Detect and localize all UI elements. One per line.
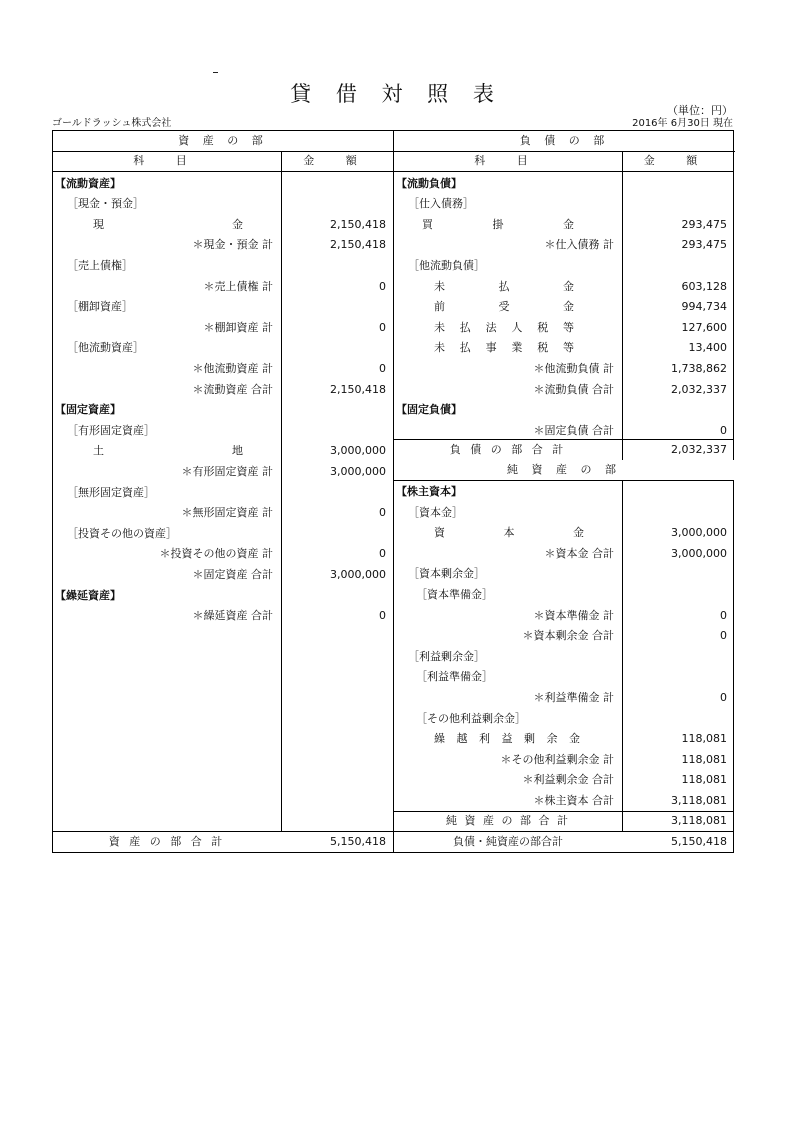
row-amount: 3,118,081 xyxy=(671,794,727,807)
table-row xyxy=(394,256,734,276)
assets-column xyxy=(53,131,394,852)
row-label: ［有形固定資産］ xyxy=(67,423,155,437)
table-row xyxy=(53,174,393,194)
table-row xyxy=(53,462,393,482)
row-label: ＊仕入債務 計 xyxy=(544,238,614,252)
label-char: 剰 xyxy=(524,732,535,746)
label-char: 本 xyxy=(503,526,515,540)
row-label: ＊その他利益剰余金 計 xyxy=(500,752,614,766)
row-amount: 0 xyxy=(720,423,727,437)
row-label: ＊売上債権 計 xyxy=(203,279,273,293)
row-label: ＊棚卸資産 計 xyxy=(203,320,273,334)
table-row xyxy=(53,359,393,379)
label-char: 資 xyxy=(434,526,445,540)
row-label: ＊流動負債 合計 xyxy=(533,382,614,396)
row-amount: 13,400 xyxy=(688,341,727,355)
row-label: ［仕入債務］ xyxy=(408,197,474,211)
table-row xyxy=(394,791,734,811)
row-label: ＊無形固定資産 計 xyxy=(181,506,273,520)
row-amount: 3,000,000 xyxy=(330,464,386,478)
label-char: 土 xyxy=(93,444,104,458)
table-row xyxy=(394,647,734,667)
liabilities-section-header: 負 債 の 部 xyxy=(394,131,735,152)
label-char: 越 xyxy=(456,732,468,746)
row-label: ［他流動資産］ xyxy=(67,341,144,355)
label-char: 掛 xyxy=(492,217,504,231)
label-char: 金 xyxy=(563,279,574,293)
row-label: ＊資本準備金 計 xyxy=(533,608,614,622)
row-label: ＊現金・預金 計 xyxy=(192,238,273,252)
label-char: 払 xyxy=(459,341,471,355)
row-label xyxy=(93,441,243,461)
assets-total-label: 資 産 の 部 合 計 xyxy=(108,835,226,848)
row-label: ［無形固定資産］ xyxy=(67,485,155,499)
row-amount: 0 xyxy=(379,547,386,561)
table-row xyxy=(394,667,734,687)
row-amount: 2,150,418 xyxy=(330,217,386,231)
table-row xyxy=(394,297,734,317)
table-row xyxy=(394,626,734,646)
row-label: 【流動資産】 xyxy=(55,176,121,190)
label-char: 払 xyxy=(459,320,471,334)
row-amount: 127,600 xyxy=(681,320,727,334)
row-amount: 0 xyxy=(379,506,386,520)
row-label: 【繰延資産】 xyxy=(55,588,121,602)
assets-section-header: 資 産 の 部 xyxy=(53,131,393,152)
row-label: ［売上債権］ xyxy=(67,258,133,272)
net-assets-section-row xyxy=(394,460,734,480)
label-char: 金 xyxy=(232,217,243,231)
row-label: ＊利益剰余金 合計 xyxy=(522,773,614,787)
label-char: 地 xyxy=(232,444,243,458)
liabilities-account-header: 科 目 xyxy=(394,151,623,172)
table-row xyxy=(53,400,393,420)
row-label xyxy=(422,215,574,235)
table-row xyxy=(394,482,734,502)
table-row xyxy=(394,194,734,214)
table-row xyxy=(53,441,393,461)
assets-account-header: 科 目 xyxy=(53,151,282,172)
label-char: 金 xyxy=(563,217,574,231)
grand-total-label: 負債・純資産の部合計 xyxy=(453,835,563,848)
liabilities-amount-header: 金 額 xyxy=(622,151,733,172)
row-label: ［資本金］ xyxy=(408,505,463,519)
unit-note: （単位：円） xyxy=(667,104,733,117)
table-row xyxy=(53,524,393,544)
table-row xyxy=(394,709,734,729)
row-label: ＊繰延資産 合計 xyxy=(192,609,273,623)
net-assets-section-header: 純 資 産 の 部 xyxy=(394,460,734,480)
table-row xyxy=(394,544,734,564)
row-label: ［利益準備金］ xyxy=(416,670,493,684)
row-label: ［現金・預金］ xyxy=(67,197,144,211)
row-amount: 2,032,337 xyxy=(671,382,727,396)
table-row xyxy=(394,421,734,441)
label-char: 繰 xyxy=(434,732,445,746)
table-row xyxy=(394,318,734,338)
row-amount: 118,081 xyxy=(681,752,727,766)
table-row xyxy=(53,215,393,235)
grand-total-row xyxy=(394,832,734,852)
row-amount: 0 xyxy=(379,361,386,375)
row-amount: 0 xyxy=(379,279,386,293)
row-label: ［資本準備金］ xyxy=(416,588,493,601)
row-label: ［資本剰余金］ xyxy=(408,567,485,581)
table-row xyxy=(53,606,393,626)
row-label xyxy=(434,297,574,317)
document-title: 貸 借 対 照 表 xyxy=(290,82,503,106)
table-row xyxy=(53,483,393,503)
liabilities-total-amount: 2,032,337 xyxy=(671,443,727,456)
label-char: 未 xyxy=(434,320,445,334)
row-label: ［棚卸資産］ xyxy=(67,300,133,314)
row-amount: 0 xyxy=(720,608,727,622)
row-label: ＊固定資産 合計 xyxy=(192,567,273,581)
row-label xyxy=(434,338,574,358)
row-label: ［その他利益剰余金］ xyxy=(416,711,526,725)
row-label xyxy=(93,215,243,235)
row-amount: 0 xyxy=(720,629,727,643)
row-amount: 994,734 xyxy=(681,300,727,314)
table-row xyxy=(394,359,734,379)
net-assets-total-row xyxy=(394,811,734,831)
net-assets-total-label: 純 資 産 の 部 合 計 xyxy=(446,814,570,827)
row-amount: 0 xyxy=(379,320,386,334)
row-label: ＊流動資産 合計 xyxy=(192,382,273,396)
row-amount: 2,150,418 xyxy=(330,382,386,396)
label-char: 未 xyxy=(434,341,445,355)
row-amount: 293,475 xyxy=(681,217,727,231)
table-row xyxy=(53,297,393,317)
row-label xyxy=(434,277,574,297)
table-row xyxy=(394,380,734,400)
table-row xyxy=(53,235,393,255)
label-char: 等 xyxy=(562,341,574,355)
row-label: 【固定資産】 xyxy=(55,403,121,417)
table-row xyxy=(53,256,393,276)
row-amount: 3,000,000 xyxy=(330,567,386,581)
table-row xyxy=(394,523,734,543)
assets-amount-header: 金 額 xyxy=(281,151,393,172)
row-label: ［投資その他の資産］ xyxy=(67,526,177,540)
label-char: 益 xyxy=(501,732,513,746)
table-row xyxy=(53,565,393,585)
table-row xyxy=(394,750,734,770)
row-label: 【株主資本】 xyxy=(396,485,462,498)
table-row xyxy=(394,729,734,749)
label-char: 利 xyxy=(479,732,490,746)
net-assets-total-amount: 3,118,081 xyxy=(671,814,727,827)
label-char: 人 xyxy=(511,320,523,334)
label-char: 事 xyxy=(485,341,497,355)
row-label: ［他流動負債］ xyxy=(408,258,485,272)
table-row xyxy=(394,564,734,584)
row-label: 【流動負債】 xyxy=(396,176,462,190)
row-label xyxy=(434,729,580,749)
label-char: 受 xyxy=(498,300,510,314)
row-amount: 3,000,000 xyxy=(671,526,727,540)
label-char: 税 xyxy=(537,341,549,355)
net-assets-header-rule xyxy=(394,480,734,481)
label-char: 余 xyxy=(546,732,558,746)
label-char: 業 xyxy=(511,341,523,355)
row-label: ＊株主資本 合計 xyxy=(533,794,614,807)
label-char: 法 xyxy=(485,320,497,334)
assets-total-row xyxy=(53,832,393,852)
row-amount: 3,000,000 xyxy=(330,444,386,458)
label-char: 金 xyxy=(573,526,584,540)
row-label: ＊他流動負債 計 xyxy=(533,361,614,375)
grand-total-amount: 5,150,418 xyxy=(671,835,727,848)
table-row xyxy=(394,400,734,420)
table-row xyxy=(394,174,734,194)
table-row xyxy=(394,770,734,790)
row-label: ［利益剰余金］ xyxy=(408,649,485,663)
liabilities-total-row xyxy=(394,440,734,460)
row-label xyxy=(434,523,584,543)
table-row xyxy=(394,585,734,605)
label-char: 税 xyxy=(537,320,549,334)
row-label: ＊固定負債 合計 xyxy=(533,423,614,437)
row-label: ＊資本剰余金 合計 xyxy=(522,629,614,643)
label-char: 金 xyxy=(563,300,574,314)
table-row xyxy=(394,215,734,235)
liabilities-total-label: 負 債 の 部 合 計 xyxy=(449,443,567,456)
table-row xyxy=(53,544,393,564)
row-amount: 1,738,862 xyxy=(671,361,727,375)
row-amount: 2,150,418 xyxy=(330,238,386,252)
row-label: 【固定負債】 xyxy=(396,403,462,417)
row-label: ＊利益準備金 計 xyxy=(533,691,614,704)
table-row xyxy=(394,338,734,358)
label-char: 買 xyxy=(422,217,433,231)
table-row xyxy=(53,380,393,400)
table-row xyxy=(53,318,393,338)
row-amount: 0 xyxy=(720,691,727,704)
label-char: 金 xyxy=(569,732,580,746)
row-amount: 0 xyxy=(379,609,386,623)
row-label: ＊有形固定資産 計 xyxy=(181,464,273,478)
as-of-date: 2016年 6月30日 現在 xyxy=(632,118,733,129)
row-amount: 293,475 xyxy=(681,238,727,252)
table-row xyxy=(53,194,393,214)
scan-speck xyxy=(213,72,218,73)
table-row xyxy=(394,277,734,297)
row-amount: 118,081 xyxy=(681,773,727,787)
label-char: 現 xyxy=(93,217,104,231)
table-row xyxy=(394,503,734,523)
balance-sheet xyxy=(52,130,734,853)
row-label: ＊資本金 合計 xyxy=(544,546,614,560)
table-row xyxy=(53,421,393,441)
row-label xyxy=(434,318,574,338)
row-amount: 118,081 xyxy=(681,732,727,746)
table-row xyxy=(53,503,393,523)
row-amount: 3,000,000 xyxy=(671,546,727,560)
row-amount: 603,128 xyxy=(681,279,727,293)
label-char: 払 xyxy=(498,279,510,293)
label-char: 等 xyxy=(562,320,574,334)
table-row xyxy=(394,688,734,708)
row-label: ＊他流動資産 計 xyxy=(192,361,273,375)
company-name: ゴールドラッシュ株式会社 xyxy=(52,118,172,129)
label-char: 未 xyxy=(434,279,445,293)
table-row xyxy=(53,277,393,297)
table-row xyxy=(394,235,734,255)
table-row xyxy=(53,586,393,606)
table-row xyxy=(53,338,393,358)
label-char: 前 xyxy=(434,300,445,314)
row-label: ＊投資その他の資産 計 xyxy=(159,547,273,561)
assets-total-amount: 5,150,418 xyxy=(330,835,386,848)
liabilities-column xyxy=(394,131,735,852)
table-row xyxy=(394,606,734,626)
